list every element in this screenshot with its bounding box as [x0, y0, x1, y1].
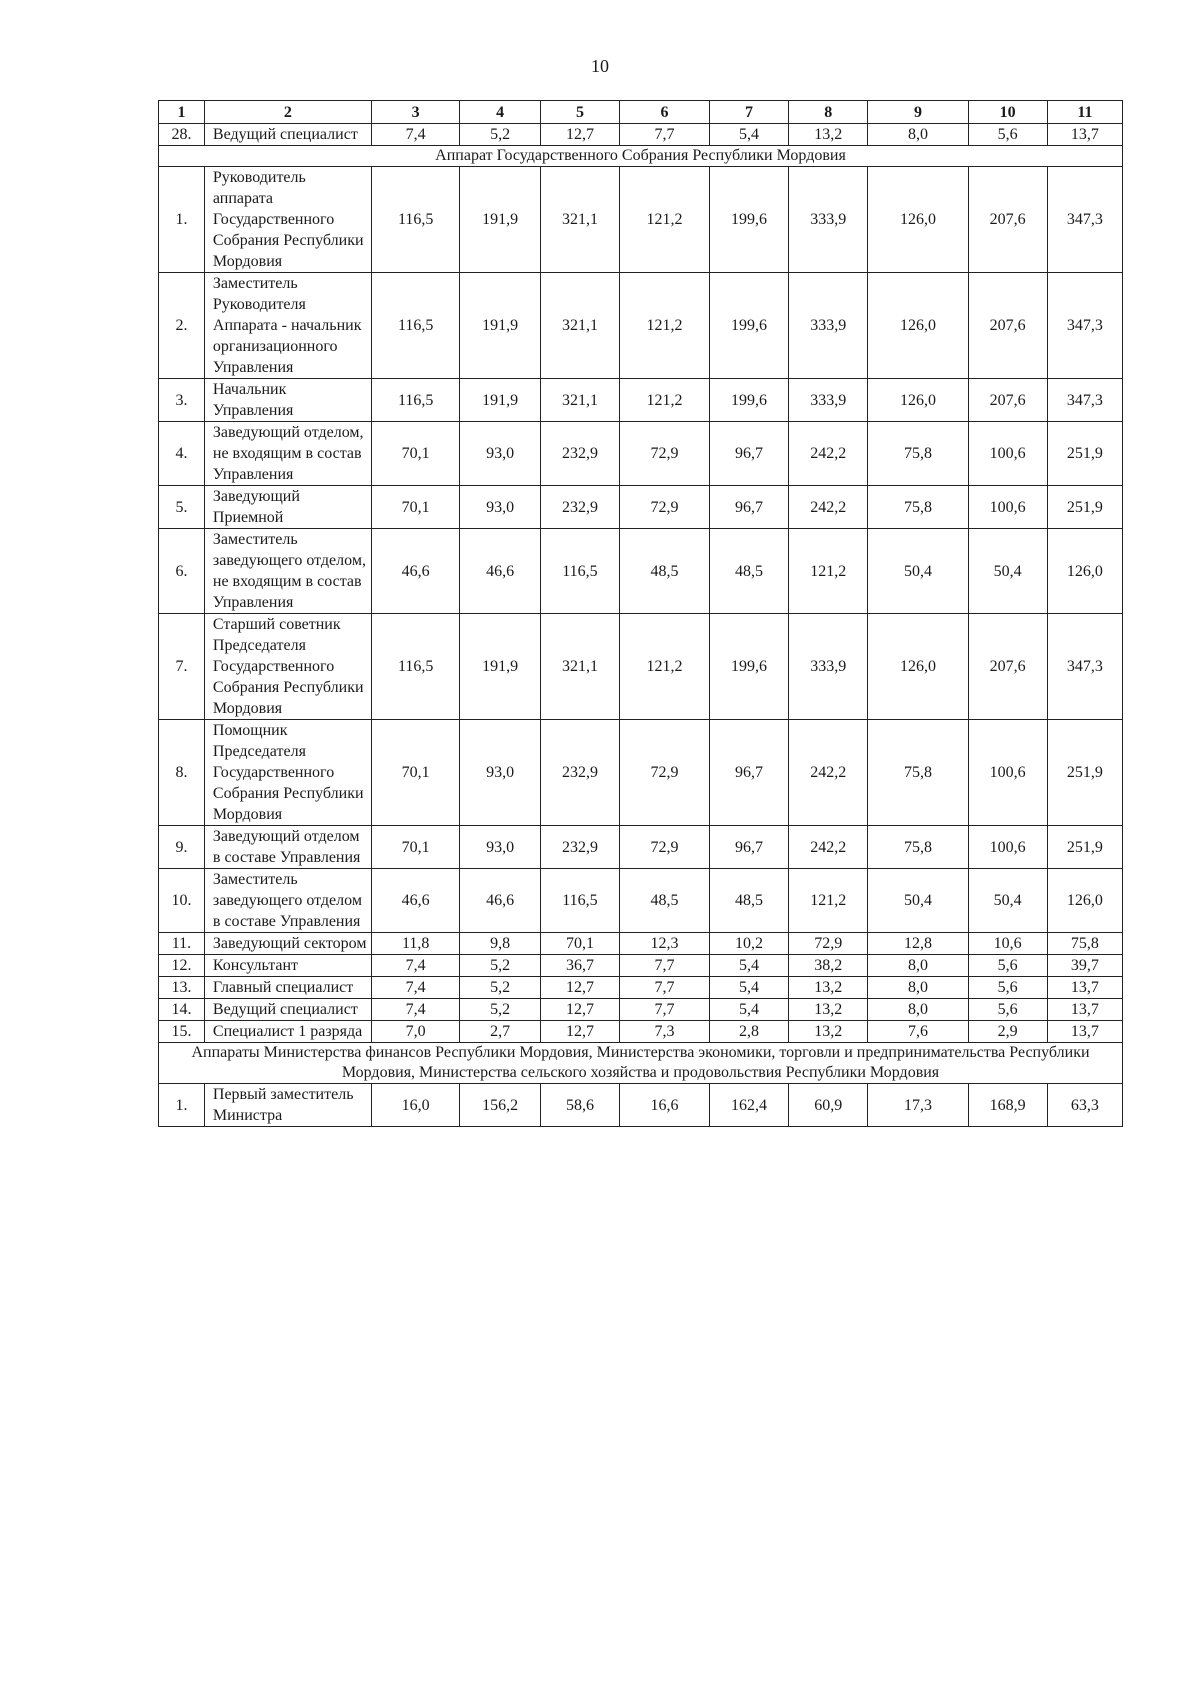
value-cell: 321,1	[540, 273, 619, 379]
value-cell: 70,1	[371, 720, 460, 826]
value-cell: 13,2	[789, 999, 868, 1021]
table-row	[159, 529, 1123, 614]
value-cell: 48,5	[709, 869, 788, 933]
value-cell: 347,3	[1047, 614, 1122, 720]
value-cell: 72,9	[620, 486, 710, 529]
position-name: Ведущий специалист	[204, 124, 371, 146]
value-cell: 191,9	[460, 379, 540, 422]
value-cell: 96,7	[709, 422, 788, 486]
value-cell: 347,3	[1047, 273, 1122, 379]
value-cell: 13,7	[1047, 124, 1122, 146]
position-name: Заместитель заведующего отделом, не входящим в состав Управления	[204, 529, 371, 614]
table-body	[159, 101, 1123, 1127]
value-cell: 116,5	[371, 614, 460, 720]
header-cell: 10	[968, 101, 1047, 124]
value-cell: 46,6	[460, 529, 540, 614]
value-cell: 333,9	[789, 379, 868, 422]
position-name: Первый заместитель Министра	[204, 1084, 371, 1127]
value-cell: 251,9	[1047, 486, 1122, 529]
value-cell: 8,0	[868, 999, 968, 1021]
value-cell: 48,5	[620, 869, 710, 933]
value-cell: 75,8	[868, 486, 968, 529]
value-cell: 96,7	[709, 486, 788, 529]
value-cell: 251,9	[1047, 720, 1122, 826]
table-row	[159, 869, 1123, 933]
value-cell: 191,9	[460, 614, 540, 720]
value-cell: 12,7	[540, 124, 619, 146]
value-cell: 72,9	[620, 826, 710, 869]
value-cell: 116,5	[371, 167, 460, 273]
position-name: Заведующий Приемной	[204, 486, 371, 529]
value-cell: 7,7	[620, 124, 710, 146]
position-name: Ведущий специалист	[204, 999, 371, 1021]
position-name: Старший советник Председателя Государственного Собрания Республики Мордовия	[204, 614, 371, 720]
table-row	[159, 167, 1123, 273]
value-cell: 126,0	[1047, 869, 1122, 933]
value-cell: 347,3	[1047, 379, 1122, 422]
value-cell: 333,9	[789, 273, 868, 379]
position-name: Консультант	[204, 955, 371, 977]
value-cell: 50,4	[868, 529, 968, 614]
value-cell: 46,6	[460, 869, 540, 933]
value-cell: 100,6	[968, 826, 1047, 869]
value-cell: 232,9	[540, 826, 619, 869]
value-cell: 5,6	[968, 955, 1047, 977]
value-cell: 7,0	[371, 1021, 460, 1043]
header-cell: 3	[371, 101, 460, 124]
value-cell: 8,0	[868, 955, 968, 977]
value-cell: 232,9	[540, 422, 619, 486]
value-cell: 5,2	[460, 124, 540, 146]
value-cell: 8,0	[868, 977, 968, 999]
value-cell: 13,7	[1047, 977, 1122, 999]
table-row	[159, 977, 1123, 999]
value-cell: 75,8	[868, 720, 968, 826]
value-cell: 121,2	[620, 614, 710, 720]
value-cell: 12,3	[620, 933, 710, 955]
row-number: 1.	[159, 1084, 205, 1127]
header-cell: 2	[204, 101, 371, 124]
row-number: 14.	[159, 999, 205, 1021]
section-title: Аппарат Государственного Собрания Республики Мордовия	[159, 146, 1123, 167]
value-cell: 242,2	[789, 486, 868, 529]
value-cell: 7,7	[620, 999, 710, 1021]
value-cell: 333,9	[789, 614, 868, 720]
value-cell: 93,0	[460, 486, 540, 529]
row-number: 9.	[159, 826, 205, 869]
value-cell: 242,2	[789, 422, 868, 486]
value-cell: 48,5	[620, 529, 710, 614]
value-cell: 100,6	[968, 486, 1047, 529]
table-row	[159, 999, 1123, 1021]
row-number: 3.	[159, 379, 205, 422]
value-cell: 46,6	[371, 529, 460, 614]
value-cell: 116,5	[540, 869, 619, 933]
value-cell: 70,1	[371, 826, 460, 869]
value-cell: 7,6	[868, 1021, 968, 1043]
value-cell: 12,7	[540, 977, 619, 999]
table-row	[159, 720, 1123, 826]
table-row	[159, 422, 1123, 486]
value-cell: 126,0	[868, 167, 968, 273]
table-row	[159, 379, 1123, 422]
value-cell: 126,0	[868, 273, 968, 379]
value-cell: 7,4	[371, 999, 460, 1021]
position-name: Начальник Управления	[204, 379, 371, 422]
value-cell: 121,2	[620, 273, 710, 379]
header-cell: 7	[709, 101, 788, 124]
value-cell: 5,4	[709, 955, 788, 977]
value-cell: 116,5	[371, 273, 460, 379]
value-cell: 5,6	[968, 124, 1047, 146]
position-name: Главный специалист	[204, 977, 371, 999]
position-name: Заведующий отделом, не входящим в состав Управления	[204, 422, 371, 486]
value-cell: 16,0	[371, 1084, 460, 1127]
value-cell: 10,6	[968, 933, 1047, 955]
value-cell: 13,2	[789, 124, 868, 146]
value-cell: 347,3	[1047, 167, 1122, 273]
row-number: 5.	[159, 486, 205, 529]
value-cell: 191,9	[460, 273, 540, 379]
position-name: Руководитель аппарата Государственного Собрания Республики Мордовия	[204, 167, 371, 273]
value-cell: 207,6	[968, 379, 1047, 422]
value-cell: 5,2	[460, 999, 540, 1021]
value-cell: 251,9	[1047, 826, 1122, 869]
value-cell: 5,2	[460, 955, 540, 977]
value-cell: 8,0	[868, 124, 968, 146]
value-cell: 72,9	[789, 933, 868, 955]
value-cell: 2,7	[460, 1021, 540, 1043]
header-cell: 4	[460, 101, 540, 124]
header-cell: 1	[159, 101, 205, 124]
page-number: 10	[591, 56, 609, 76]
value-cell: 126,0	[868, 614, 968, 720]
value-cell: 7,7	[620, 955, 710, 977]
value-cell: 207,6	[968, 614, 1047, 720]
value-cell: 207,6	[968, 273, 1047, 379]
header-cell: 6	[620, 101, 710, 124]
value-cell: 13,7	[1047, 999, 1122, 1021]
value-cell: 93,0	[460, 422, 540, 486]
value-cell: 72,9	[620, 422, 710, 486]
value-cell: 191,9	[460, 167, 540, 273]
value-cell: 321,1	[540, 167, 619, 273]
row-number: 10.	[159, 869, 205, 933]
header-cell: 5	[540, 101, 619, 124]
value-cell: 116,5	[540, 529, 619, 614]
value-cell: 70,1	[371, 422, 460, 486]
value-cell: 333,9	[789, 167, 868, 273]
value-cell: 162,4	[709, 1084, 788, 1127]
row-number: 6.	[159, 529, 205, 614]
row-number: 15.	[159, 1021, 205, 1043]
section-heading-row	[159, 1043, 1123, 1084]
value-cell: 121,2	[789, 529, 868, 614]
value-cell: 93,0	[460, 720, 540, 826]
row-number: 2.	[159, 273, 205, 379]
value-cell: 50,4	[968, 529, 1047, 614]
row-number: 28.	[159, 124, 205, 146]
header-cell: 9	[868, 101, 968, 124]
row-number: 12.	[159, 955, 205, 977]
row-number: 4.	[159, 422, 205, 486]
value-cell: 5,4	[709, 999, 788, 1021]
value-cell: 63,3	[1047, 1084, 1122, 1127]
salary-table	[158, 100, 1123, 1127]
value-cell: 5,6	[968, 977, 1047, 999]
position-name: Заместитель заведующего отделом в составе Управления	[204, 869, 371, 933]
value-cell: 12,8	[868, 933, 968, 955]
header-cell: 11	[1047, 101, 1122, 124]
value-cell: 199,6	[709, 167, 788, 273]
value-cell: 207,6	[968, 167, 1047, 273]
row-number: 8.	[159, 720, 205, 826]
header-row	[159, 101, 1123, 124]
table-row	[159, 955, 1123, 977]
value-cell: 5,4	[709, 977, 788, 999]
row-number: 7.	[159, 614, 205, 720]
value-cell: 36,7	[540, 955, 619, 977]
value-cell: 251,9	[1047, 422, 1122, 486]
value-cell: 60,9	[789, 1084, 868, 1127]
table-row	[159, 273, 1123, 379]
value-cell: 7,4	[371, 977, 460, 999]
value-cell: 100,6	[968, 422, 1047, 486]
value-cell: 5,4	[709, 124, 788, 146]
value-cell: 199,6	[709, 614, 788, 720]
value-cell: 75,8	[868, 422, 968, 486]
value-cell: 9,8	[460, 933, 540, 955]
value-cell: 100,6	[968, 720, 1047, 826]
value-cell: 48,5	[709, 529, 788, 614]
value-cell: 96,7	[709, 720, 788, 826]
section-heading-row	[159, 146, 1123, 167]
position-name: Помощник Председателя Государственного Собрания Республики Мордовия	[204, 720, 371, 826]
value-cell: 72,9	[620, 720, 710, 826]
value-cell: 13,7	[1047, 1021, 1122, 1043]
table-row	[159, 826, 1123, 869]
value-cell: 126,0	[868, 379, 968, 422]
row-number: 13.	[159, 977, 205, 999]
value-cell: 7,7	[620, 977, 710, 999]
value-cell: 5,6	[968, 999, 1047, 1021]
value-cell: 116,5	[371, 379, 460, 422]
table-row	[159, 124, 1123, 146]
value-cell: 232,9	[540, 720, 619, 826]
value-cell: 12,7	[540, 999, 619, 1021]
value-cell: 12,7	[540, 1021, 619, 1043]
value-cell: 2,9	[968, 1021, 1047, 1043]
value-cell: 242,2	[789, 720, 868, 826]
section-title: Аппараты Министерства финансов Республики Мордовия, Министерства экономики, торговли и предпринимательства Республики Мордовия, Министерства сельского хозяйства и продовольствия Республики Мордовия	[159, 1043, 1123, 1084]
table-row	[159, 1021, 1123, 1043]
table-row	[159, 486, 1123, 529]
row-number: 11.	[159, 933, 205, 955]
value-cell: 321,1	[540, 614, 619, 720]
value-cell: 242,2	[789, 826, 868, 869]
value-cell: 70,1	[371, 486, 460, 529]
value-cell: 96,7	[709, 826, 788, 869]
value-cell: 121,2	[620, 167, 710, 273]
value-cell: 7,3	[620, 1021, 710, 1043]
value-cell: 126,0	[1047, 529, 1122, 614]
value-cell: 16,6	[620, 1084, 710, 1127]
value-cell: 13,2	[789, 977, 868, 999]
value-cell: 168,9	[968, 1084, 1047, 1127]
value-cell: 50,4	[868, 869, 968, 933]
table-row	[159, 614, 1123, 720]
value-cell: 11,8	[371, 933, 460, 955]
value-cell: 75,8	[1047, 933, 1122, 955]
value-cell: 38,2	[789, 955, 868, 977]
value-cell: 121,2	[620, 379, 710, 422]
position-name: Заместитель Руководителя Аппарата - начальник организационного Управления	[204, 273, 371, 379]
value-cell: 93,0	[460, 826, 540, 869]
value-cell: 199,6	[709, 273, 788, 379]
value-cell: 7,4	[371, 124, 460, 146]
value-cell: 199,6	[709, 379, 788, 422]
row-number: 1.	[159, 167, 205, 273]
position-name: Специалист 1 разряда	[204, 1021, 371, 1043]
value-cell: 39,7	[1047, 955, 1122, 977]
value-cell: 17,3	[868, 1084, 968, 1127]
position-name: Заведующий отделом в составе Управления	[204, 826, 371, 869]
value-cell: 58,6	[540, 1084, 619, 1127]
value-cell: 2,8	[709, 1021, 788, 1043]
value-cell: 156,2	[460, 1084, 540, 1127]
table-row	[159, 933, 1123, 955]
value-cell: 7,4	[371, 955, 460, 977]
value-cell: 10,2	[709, 933, 788, 955]
value-cell: 321,1	[540, 379, 619, 422]
value-cell: 70,1	[540, 933, 619, 955]
value-cell: 232,9	[540, 486, 619, 529]
value-cell: 5,2	[460, 977, 540, 999]
position-name: Заведующий сектором	[204, 933, 371, 955]
header-cell: 8	[789, 101, 868, 124]
value-cell: 13,2	[789, 1021, 868, 1043]
value-cell: 75,8	[868, 826, 968, 869]
table-row	[159, 1084, 1123, 1127]
value-cell: 50,4	[968, 869, 1047, 933]
value-cell: 46,6	[371, 869, 460, 933]
value-cell: 121,2	[789, 869, 868, 933]
